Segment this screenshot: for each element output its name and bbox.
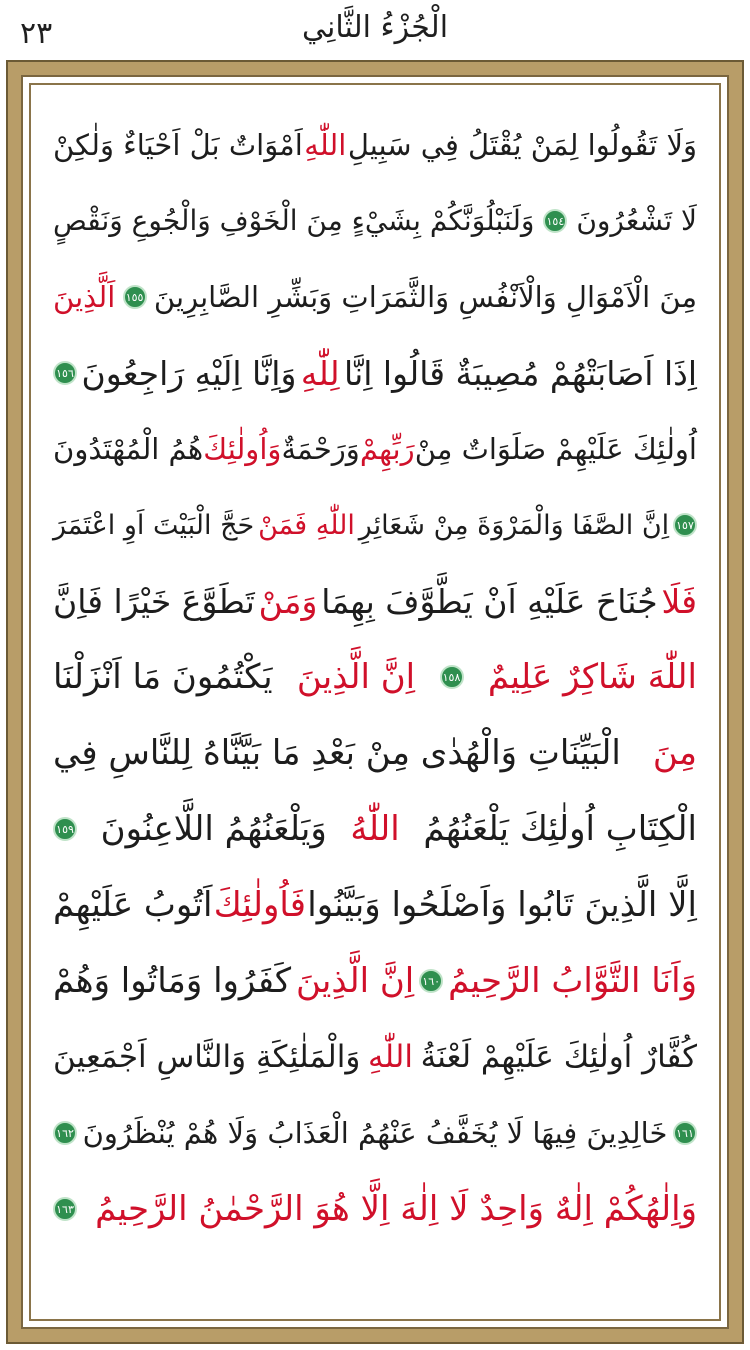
text-line-1 <box>53 107 697 183</box>
highlighted-word: اللّٰهُ <box>350 809 400 849</box>
verse-text: اُولٰئِكَ عَلَيْهِمْ صَلَوَاتٌ مِنْ <box>414 431 697 466</box>
verse-text: الْكِتَابِ اُولٰئِكَ يَلْعَنُهُمُ <box>423 809 697 849</box>
highlighted-word: اللّٰهِ فَمَنْ <box>258 509 355 541</box>
verse-marker: ١٥٦ <box>53 361 77 385</box>
text-line-14 <box>53 1095 697 1171</box>
highlighted-word: فَلَا <box>661 581 697 621</box>
verse-marker: ١٦٣ <box>53 1197 77 1221</box>
text-line-8 <box>53 639 697 715</box>
page-header <box>0 0 750 58</box>
text-line-15 <box>53 1171 697 1247</box>
text-panel <box>29 83 721 1321</box>
verse-marker: ١٥٤ <box>543 209 567 233</box>
verse-marker: ١٦٢ <box>53 1121 77 1145</box>
verse-text: جُنَاحَ عَلَيْهِ اَنْ يَطَّوَّفَ بِهِمَا <box>321 581 658 621</box>
verse-text: مِنَ الْاَمْوَالِ وَالْاَنْفُسِ وَالثَّمَرَاتِ وَبَشِّرِ الصَّابِرِينَ <box>153 279 697 314</box>
highlighted-word: وَاَنَا التَّوَّابُ الرَّحِيمُ <box>448 961 697 1001</box>
highlighted-word: اللّٰهِ <box>368 1038 413 1075</box>
highlighted-word: اَلَّذِينَ <box>53 279 116 314</box>
verse-text: تَطَوَّعَ خَيْرًا فَاِنَّ <box>53 581 255 621</box>
verse-marker: ١٥٨ <box>440 665 464 689</box>
verse-text: هُمُ الْمُهْتَدُونَ <box>53 431 204 466</box>
verse-text: اَتُوبُ عَلَيْهِمْ <box>53 885 213 925</box>
highlighted-word: فَاُولٰئِكَ <box>213 885 306 925</box>
verse-text: الْبَيِّنَاتِ وَالْهُدٰى مِنْ بَعْدِ مَا بَيَّنَّاهُ لِلنَّاسِ فِي <box>53 733 621 773</box>
verse-marker: ١٥٩ <box>53 817 77 841</box>
verse-text: اَمْوَاتٌ بَلْ اَحْيَاءٌ وَلٰكِنْ <box>53 127 303 162</box>
verse-text: وَلَنَبْلُوَنَّكُمْ بِشَيْءٍ مِنَ الْخَوْفِ وَالْجُوعِ وَنَقْصٍ <box>53 204 535 237</box>
verse-text: وَاِنَّا اِلَيْهِ رَاجِعُونَ <box>81 353 297 393</box>
verse-text: كَفَرُوا وَمَاتُوا وَهُمْ <box>53 961 292 1001</box>
verse-marker: ١٦١ <box>673 1121 697 1145</box>
highlighted-word: رَبِّهِمْ <box>359 431 415 466</box>
highlighted-word: لِلّٰهِ <box>300 353 340 393</box>
text-line-2 <box>53 183 697 259</box>
highlighted-word: اِنَّ الَّذِينَ <box>296 657 416 697</box>
verse-text: اِذَا اَصَابَتْهُمْ مُصِيبَةٌ قَالُوا اِنَّا <box>344 353 697 393</box>
page-border-frame <box>6 60 744 1344</box>
text-line-3 <box>53 259 697 335</box>
verse-text: اِلَّا الَّذِينَ تَابُوا وَاَصْلَحُوا وَبَيَّنُوا <box>307 885 697 925</box>
verse-marker: ١٦٠ <box>419 969 443 993</box>
verse-text: وَيَلْعَنُهُمُ اللَّاعِنُونَ <box>100 809 327 849</box>
text-line-6 <box>53 487 697 563</box>
text-line-13 <box>53 1019 697 1095</box>
text-line-11 <box>53 867 697 943</box>
verse-text: يَكْتُمُونَ مَا اَنْزَلْنَا <box>53 657 273 697</box>
page-number: ٢٣ <box>20 16 53 51</box>
verse-text: وَالْمَلٰئِكَةِ وَالنَّاسِ اَجْمَعِينَ <box>53 1038 361 1075</box>
text-line-4 <box>53 335 697 411</box>
text-line-5 <box>53 411 697 487</box>
page-border-inner <box>21 75 729 1329</box>
verse-text: وَرَحْمَةٌ <box>281 431 360 466</box>
juz-title: الْجُزْءُ الثَّانِي <box>301 10 449 45</box>
highlighted-word: اللّٰهِ <box>304 127 347 162</box>
highlighted-word: اِنَّ الَّذِينَ <box>296 961 415 1001</box>
highlighted-word: وَاُولٰئِكَ <box>203 431 282 466</box>
verse-marker: ١٥٧ <box>673 513 697 537</box>
text-line-10 <box>53 791 697 867</box>
verse-marker: ١٥٥ <box>123 285 147 309</box>
verse-text: لَا تَشْعُرُونَ <box>576 204 697 237</box>
verse-text: حَجَّ الْبَيْتَ اَوِ اعْتَمَرَ <box>53 509 255 541</box>
text-line-7 <box>53 563 697 639</box>
verse-text: وَلَا تَقُولُوا لِمَنْ يُقْتَلُ فِي سَبِيلِ <box>347 127 697 162</box>
quran-text-area <box>53 107 697 1309</box>
highlighted-word: مِنَ <box>652 733 697 773</box>
highlighted-word: وَمَنْ <box>258 581 318 621</box>
verse-text: خَالِدِينَ فِيهَا لَا يُخَفَّفُ عَنْهُمُ الْعَذَابُ وَلَا هُمْ يُنْظَرُونَ <box>82 1115 668 1150</box>
text-line-12 <box>53 943 697 1019</box>
highlighted-word: اللّٰهَ شَاكِرٌ عَلِيمٌ <box>487 657 697 697</box>
verse-text: اِنَّ الصَّفَا وَالْمَرْوَةَ مِنْ شَعَائِرِ <box>358 509 670 541</box>
text-line-9 <box>53 715 697 791</box>
verse-text: كُفَّارٌ اُولٰئِكَ عَلَيْهِمْ لَعْنَةُ <box>420 1038 697 1075</box>
highlighted-word: وَاِلٰهُكُمْ اِلٰهٌ وَاحِدٌ لَا اِلٰهَ اِلَّا هُوَ الرَّحْمٰنُ الرَّحِيمُ <box>95 1189 697 1229</box>
